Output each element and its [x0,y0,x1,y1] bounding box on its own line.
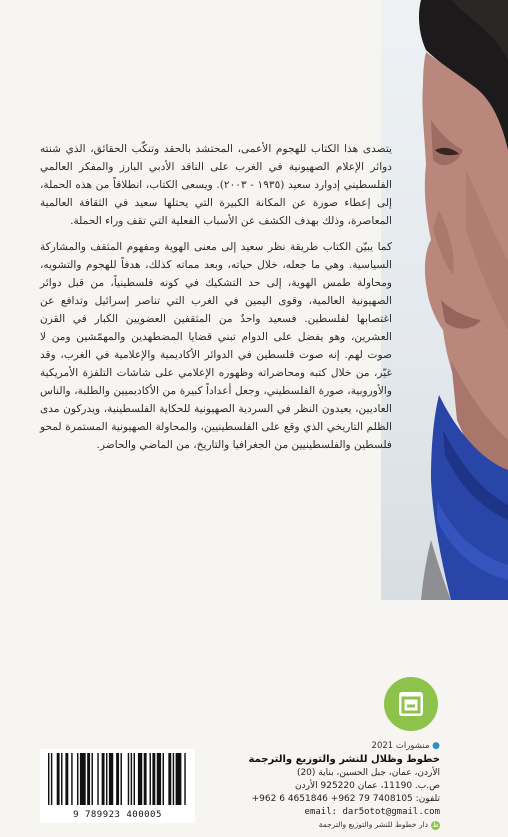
publisher-logo [383,676,439,732]
publisher-address: الأردن، عمان، جبل الحسين، بناية (20) [296,768,440,778]
barcode-bar [134,753,135,805]
barcode-bar [51,753,52,805]
barcode-bar [102,753,105,805]
barcode-bar [168,753,171,805]
barcode-bar [157,753,161,805]
barcode-bar [80,753,86,805]
barcode-bar [57,753,60,805]
publisher-email: email: dar5otot@gmail.com [304,807,440,817]
barcode-bar [48,753,49,805]
barcode-bar [128,753,129,805]
barcode-bar [65,753,68,805]
bullet-dot-icon: ● [432,741,440,751]
barcode-bar [77,753,78,805]
barcode-bar [92,753,93,805]
barcode-bar [176,753,182,805]
author-photo [381,0,508,600]
barcode-bar [121,753,122,805]
barcode-bar [87,753,90,805]
barcode-bar [97,753,98,805]
publisher-info [228,740,440,831]
barcode-bar [152,753,155,805]
publication-year: ● منشورات 2021 [371,741,440,751]
publisher-name: خطوط وظلال للنشر والتوزيع والترجمة [248,754,440,765]
publisher-footer: ظدار خطوط للنشر والتوزيع والترجمة [318,820,439,829]
barcode-bar [109,753,113,805]
barcode-bar [144,753,147,805]
barcode-bar [61,753,62,805]
barcode-bar [163,753,164,805]
barcode-bar [184,753,185,805]
blurb-paragraph-1: يتصدى هذا الكتاب للهجوم الأعمى، المحتشد بالحقد وتنكّب الحقائق، الذي شنته دوائر الإعلام الصهيونية في الغرب على الناقد الأدبي البارز والمفكر العالمي الفلسطيني إدوارد سعيد (١٩٣٥ - ٢٠٠٣). ويسعى الكتاب، انطلاقاً من هذه الحملة، إلى إعطاء صورة عن المكانة الكبيرة التي يحتلها سعيد في الثقافة العالمية المعاصرة، وذلك بهدف الكشف عن الأسباب الفعلية التي تقف وراء الحملة. [40,143,393,227]
barcode-bar [138,753,142,805]
isbn-number: 9 789923 400005 [73,810,162,820]
barcode-bar [71,753,72,805]
logo-mini-icon: ظ [432,820,439,829]
barcode-bar [173,753,174,805]
barcode-bar [116,753,119,805]
publisher-pobox: ص.ب. 11190، عمان 925220 الأردن [295,781,440,791]
back-cover-blurb [40,140,392,462]
barcode-bar [106,753,107,805]
blurb-paragraph-2: كما يبيّن الكتاب طريقة نظر سعيد إلى معنى الهوية ومفهوم المثقف والمشاركة السياسية. وهي ما جعله، خلال حياته، وبعد مماته كذلك، هدفاً للهجوم والتشويه، ومحاولة طمس الهوية، إلى حد التشكيك في كونه فلسطينياً، من قبل دوائر الصهيونية العالمية، وقوى اليمين في الغرب التي تناصر إسرائيل وتدافع عن اغتصابها لفلسطين. فسعيد واحدٌ من المثقفين العضويين الكبار في القرن العشرين، وهو يفضل على الدوام تبني قضايا المضطهدين والمهمّشين ومن لا صوت لهم. إنه صوت فلسطين في الدوائر الأكاديمية والإعلامية في الغرب، وقد غيّر، من خلال كتبه ومحاضراته وظهوره الإعلامي على شاشات التلفزة الأمريكية والأوروبية، صورة الفلسطيني، وجعل أعداداً كبيرة من الأكاديميين والطلبة، والناس العاديين، يعيدون النظر في السردية الصهيونية للحكاية الفلسطينية، ويدركون مدى الظلم التاريخي الذي وقع على الفلسطينيين، والمحاولة الصهيونية المستمرة لمحو فلسطين والفلسطينيين من الجغرافيا والتاريخ، من الماضي والحاضر. [40,241,392,451]
publisher-phone: تلفون: 7408105 79 962+ 4651846 6 962+ [251,794,440,804]
barcode-bar [131,753,132,805]
barcode-bar [150,753,151,805]
